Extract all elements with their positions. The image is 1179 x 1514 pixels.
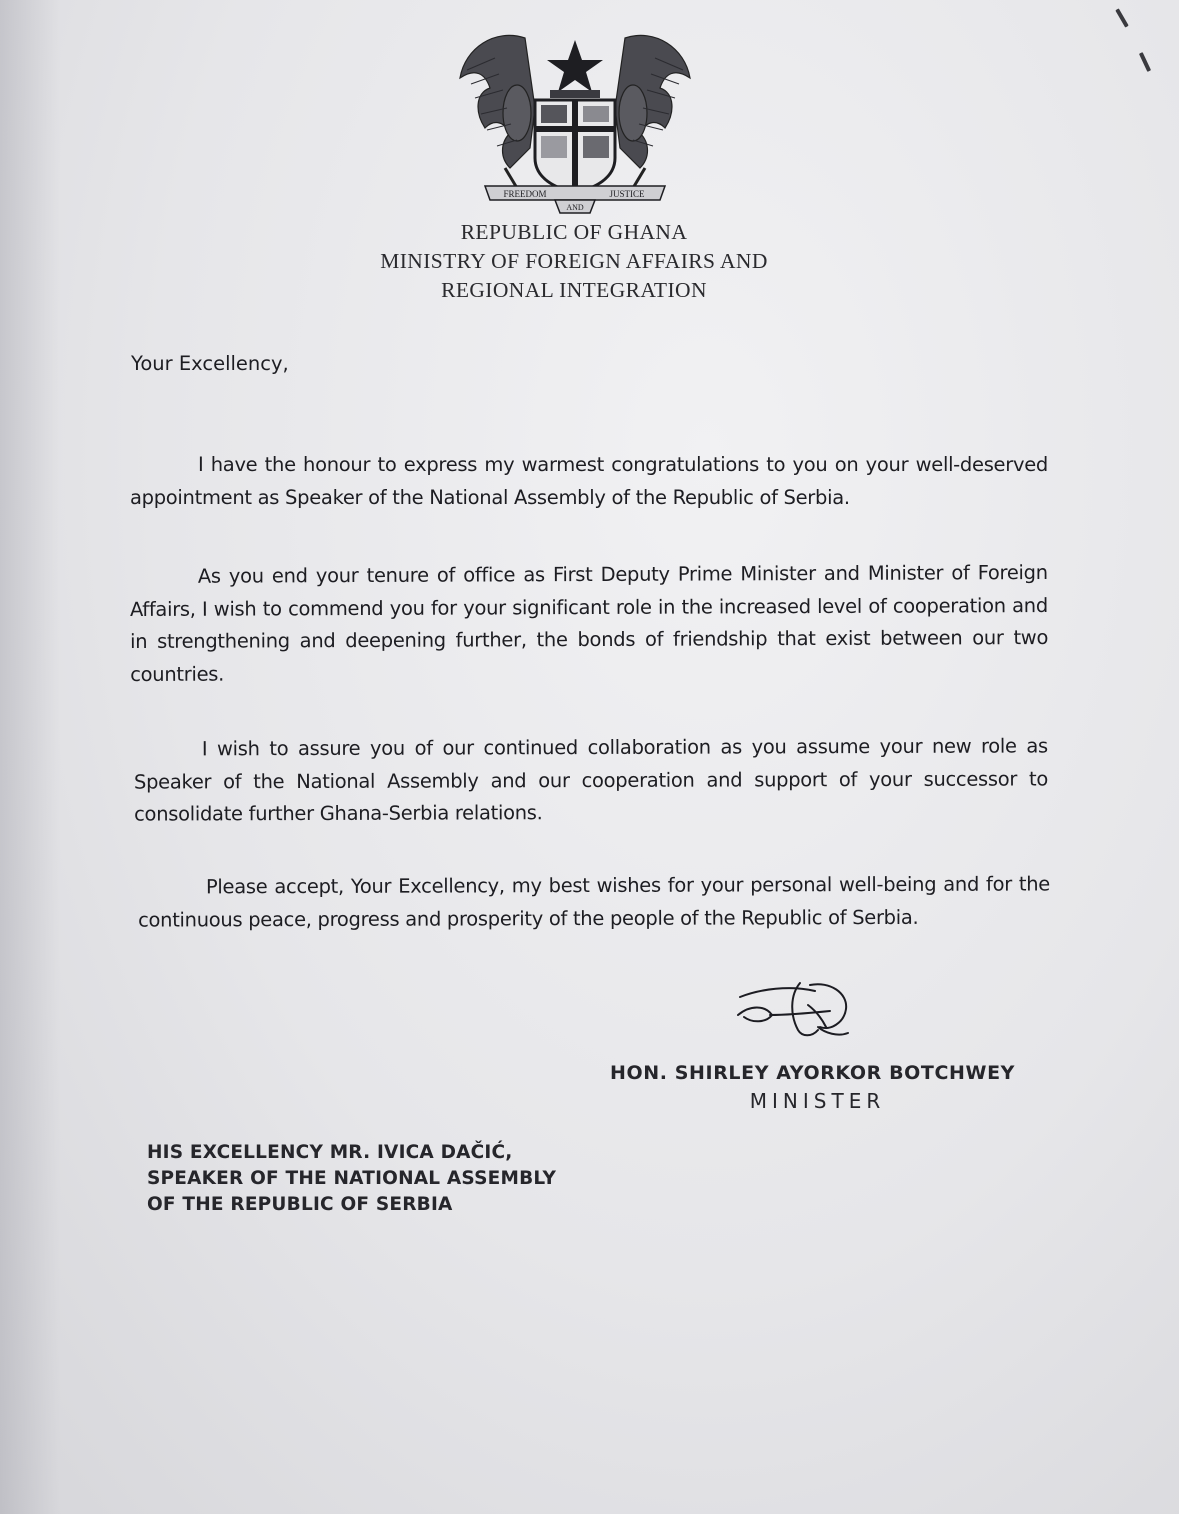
paragraph-congratulations: I have the honour to express my warmest congratulations to you on your well-deserved appointment as Speaker of the National Assembly of the Republic of Serbia.: [130, 453, 1048, 509]
salutation: Your Excellency,: [131, 352, 289, 375]
paragraph-closing: Please accept, Your Excellency, my best wishes for your personal well-being and for the continuous peace, progress and prosperity of the people of the Republic of Serbia.: [138, 872, 1050, 932]
signer-block: [600, 1058, 1025, 1114]
letterhead-country: REPUBLIC OF GHANA: [460, 220, 688, 244]
paragraph-commendation: As you end your tenure of office as First Deputy Prime Minister and Minister of Foreign Affairs, I wish to commend you for your significant role in the increased level of cooperation and in strengthening and deepening further, the bonds of friendship that exist between our two countries.: [129, 560, 1049, 686]
ghana-coat-of-arms-icon: [455, 18, 695, 218]
addressee-country: OF THE REPUBLIC OF SERBIA: [147, 1194, 453, 1215]
addressee-position: SPEAKER OF THE NATIONAL ASSEMBLY: [147, 1168, 557, 1189]
letterhead: [300, 218, 848, 305]
pen-mark: [1139, 52, 1151, 72]
motto-left: FREEDOM: [503, 189, 547, 199]
paragraph-collaboration: I wish to assure you of our continued collaboration as you assume your new role as Speaker of the National Assembly and our cooperation and support of your successor to consolidate further Ghana-Serbia relations.: [133, 734, 1049, 826]
letterhead-ministry-cont: REGIONAL INTEGRATION: [441, 278, 707, 302]
page-shadow: [0, 0, 60, 1514]
pen-mark: [1115, 8, 1128, 27]
handwritten-signature: [730, 975, 860, 1045]
motto-center: AND: [566, 203, 584, 212]
motto-right: JUSTICE: [609, 189, 645, 199]
addressee-block: [147, 1140, 556, 1218]
addressee-name: HIS EXCELLENCY MR. IVICA DAČIĆ,: [147, 1142, 513, 1163]
letterhead-ministry: MINISTRY OF FOREIGN AFFAIRS AND: [380, 249, 768, 273]
signer-name: HON. SHIRLEY AYORKOR BOTCHWEY: [609, 1062, 1016, 1084]
signer-title: MINISTER: [749, 1089, 886, 1113]
